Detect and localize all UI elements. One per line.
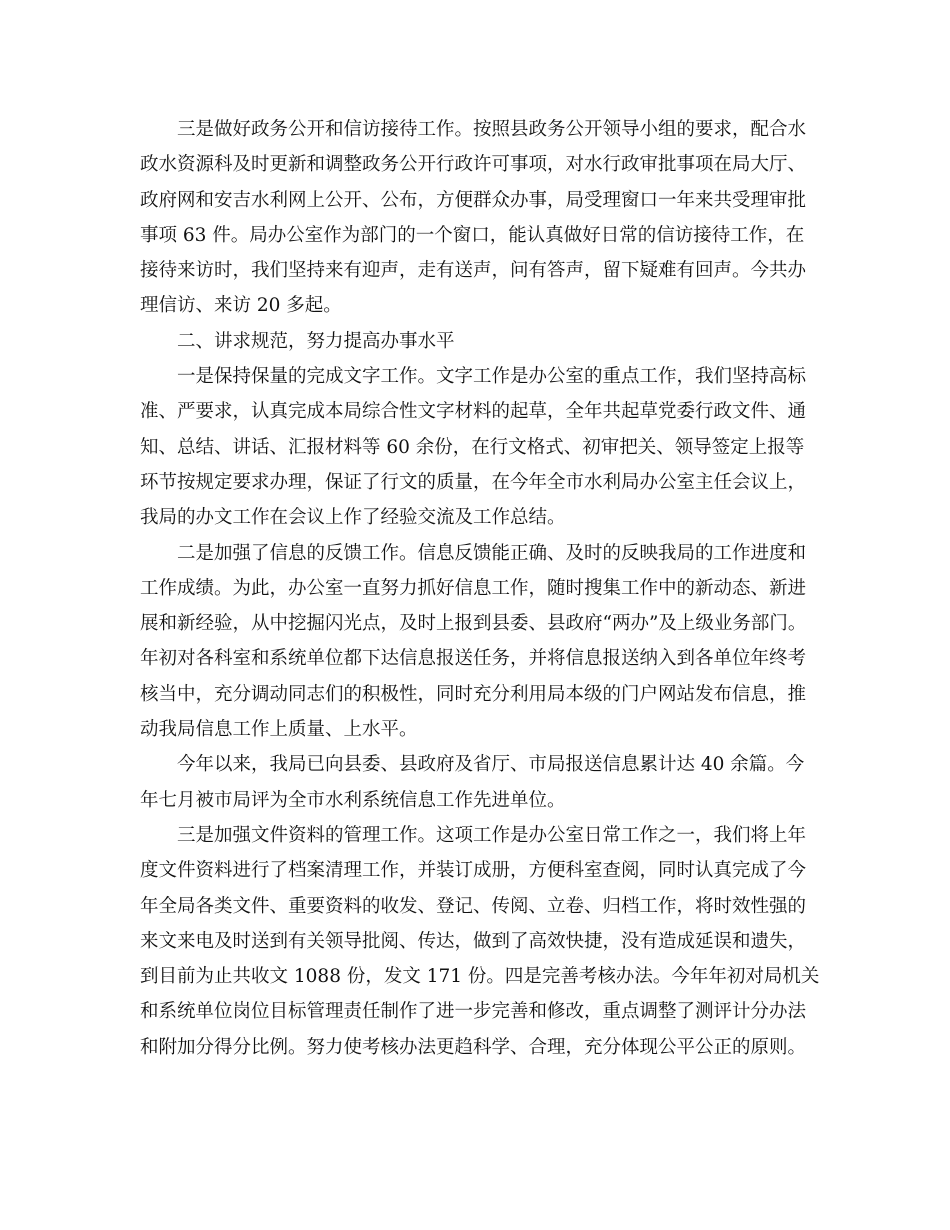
paragraph-first-line: 二、讲求规范，努力提高办事水平: [177, 330, 455, 352]
text-line: 展和新经验，从中挖掘闪光点，及时上报到县委、县政府“两办”及上级业务部门。: [140, 613, 807, 635]
text-line: 度文件资料进行了档案清理工作，并装订成册，方便科室查阅，同时认真完成了今: [140, 860, 807, 882]
paragraph-first-line: 今年以来，我局已向县委、县政府及省厅、市局报送信息累计达 40 余篇。今: [177, 754, 805, 776]
text-line: 和附加分得分比例。努力使考核办法更趋科学、合理，充分体现公平公正的原则。: [140, 1036, 807, 1058]
text-line: 事项 63 件。局办公室作为部门的一个窗口，能认真做好日常的信访接待工作，在: [140, 224, 805, 246]
text-line: 核当中，充分调动同志们的积极性，同时充分利用局本级的门户网站发布信息，推: [140, 683, 807, 705]
text-line: 政府网和安吉水利网上公开、公布，方便群众办事，局受理窗口一年来共受理审批: [140, 189, 807, 211]
text-line: 工作成绩。为此，办公室一直努力抓好信息工作，随时搜集工作中的新动态、新进: [140, 577, 807, 599]
paragraph-first-line: 二是加强了信息的反馈工作。信息反馈能正确、及时的反映我局的工作进度和: [177, 542, 807, 564]
text-line: 到目前为止共收文 1088 份，发文 171 份。四是完善考核办法。今年年初对局机关: [140, 966, 820, 988]
paragraph-first-line: 三是做好政务公开和信访接待工作。按照县政务公开领导小组的要求，配合水: [177, 119, 807, 140]
text-line: 动我局信息工作上质量、上水平。: [140, 719, 418, 741]
document-body: [140, 112, 820, 1065]
text-line: 政水资源科及时更新和调整政务公开行政许可事项，对水行政审批事项在局大厅、: [140, 154, 807, 176]
text-line: 和系统单位岗位目标管理责任制作了进一步完善和修改，重点调整了测评计分办法: [140, 1001, 807, 1023]
text-line: 环节按规定要求办理，保证了行文的质量，在今年全市水利局办公室主任会议上，: [140, 471, 807, 493]
text-line: 接待来访时，我们坚持来有迎声，走有送声，问有答声，留下疑难有回声。今共办: [140, 260, 807, 282]
text-line: 理信访、来访 20 多起。: [140, 295, 342, 317]
text-line: 准、严要求，认真完成本局综合性文字材料的起草，全年共起草党委行政文件、通: [140, 401, 807, 423]
text-line: 年初对各科室和系统单位都下达信息报送任务，并将信息报送纳入到各单位年终考: [140, 648, 807, 670]
text-line: 来文来电及时送到有关领导批阅、传达，做到了高效快捷，没有造成延误和遗失，: [140, 930, 807, 952]
paragraph-first-line: 三是加强文件资料的管理工作。这项工作是办公室日常工作之一，我们将上年: [177, 824, 807, 846]
text-line: 我局的办文工作在会议上作了经验交流及工作总结。: [140, 507, 566, 529]
text-line: 年全局各类文件、重要资料的收发、登记、传阅、立卷、归档工作，将时效性强的: [140, 895, 807, 917]
text-line: 年七月被市局评为全市水利系统信息工作先进单位。: [140, 789, 566, 811]
paragraph-first-line: 一是保持保量的完成文字工作。文字工作是办公室的重点工作，我们坚持高标: [177, 366, 807, 388]
text-line: 知、总结、讲话、汇报材料等 60 余份，在行文格式、初审把关、领导签定上报等: [140, 436, 805, 458]
